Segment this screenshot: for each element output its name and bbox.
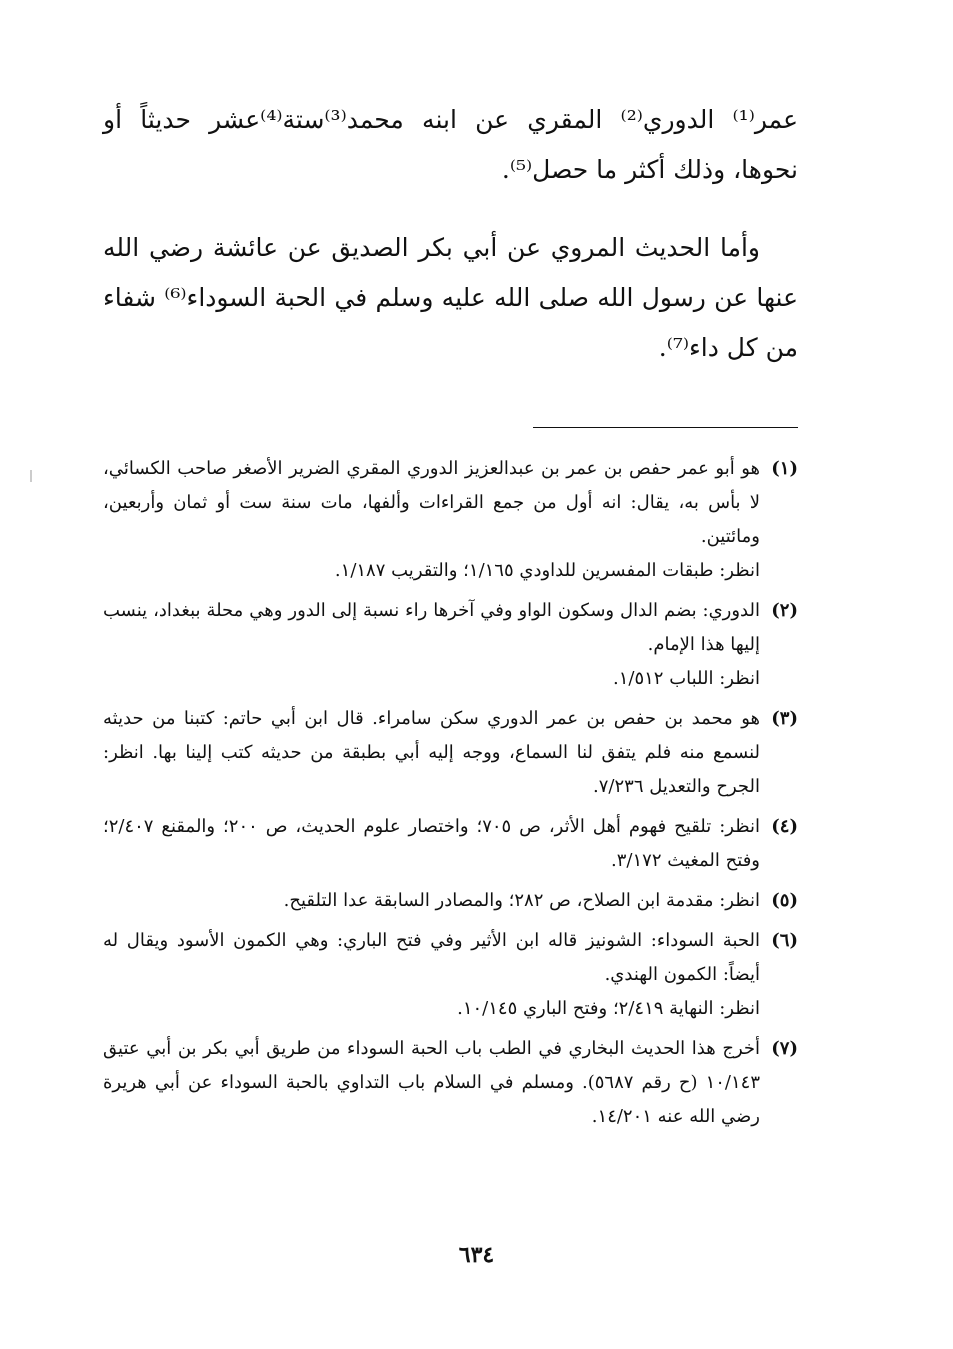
footnote-text: أخرج هذا الحديث البخاري في الطب باب الحبة السوداء من طريق أبي بكر بن أبي عتيق ١٠/١٤٣ (ح رقم ٥٦٨٧). ومسلم في السلام باب التداوي بالحبة السوداء عن أبي هريرة رضي الله عنه ١٤/٢٠١. <box>103 1038 760 1127</box>
footnote-1 <box>103 452 798 588</box>
footnote-number: (٦) <box>771 930 798 951</box>
footnote-text: الحبة السوداء: الشونيز قاله ابن الأثير وفي فتح الباري: وهي الكمون الأسود ويقال له أيضاً: الكمون الهندي. <box>103 930 760 985</box>
main-paragraph-1: عمر⁽¹⁾ الدوري⁽²⁾ المقري عن ابنه محمد⁽³⁾ستة⁽⁴⁾عشر حديثاً أو نحوها، وذلك أكثر ما حصل⁽⁵⁾. <box>103 105 798 184</box>
footnote-4 <box>103 810 798 878</box>
page-number: ٦٣٤ <box>458 1242 495 1268</box>
footnote-2 <box>103 594 798 696</box>
footnote-number: (٣) <box>771 708 798 729</box>
footnote-text: هو محمد بن حفص بن عمر الدوري سكن سامراء. قال ابن أبي حاتم: كتبنا من حديثه لنسمع منه فلم يتفق لنا السماع، ووجه إليه أبي بطبقة من حديثه كتب إلينا بها. انظر: الجرح والتعديل ٧/٢٣٦. <box>103 708 760 797</box>
footnote-7 <box>103 1032 798 1134</box>
footnote-text: الدوري: بضم الدال وسكون الواو وفي آخرها راء نسبة إلى الدور وهي محلة ببغداد، ينسب إليها هذا الإمام. <box>103 600 760 655</box>
footnote-number: (٧) <box>771 1038 798 1059</box>
footnote-5 <box>103 884 798 918</box>
footnote-text: هو أبو عمر حفص بن عمر بن عبدالعزيز الدوري المقري الضرير الأصغر صاحب الكسائي، لا بأس به، يقال: انه أول من جمع القراءات وألفها، مات سنة ست أو ثمان وأربعين، ومائتين. <box>103 458 760 547</box>
scan-speck <box>30 470 32 482</box>
footnote-text: انظر: تلقيح فهوم أهل الأثر، ص ٧٠٥؛ واختصار علوم الحديث، ص ٢٠٠؛ والمقنع ٢/٤٠٧؛ وفتح المغيث ٣/١٧٢. <box>103 816 760 871</box>
footnote-number: (٢) <box>771 600 798 621</box>
footnote-reference: انظر: طبقات المفسرين للداودي ١/١٦٥؛ والتقريب ١/١٨٧. <box>334 560 760 581</box>
footnote-divider <box>533 427 798 428</box>
footnote-reference: انظر: اللباب ١/٥١٢. <box>612 668 760 689</box>
footnote-3 <box>103 702 798 804</box>
footnote-number: (٤) <box>771 816 798 837</box>
footnote-text: انظر: مقدمة ابن الصلاح، ص ٢٨٢؛ والمصادر السابقة عدا التلقيح. <box>283 890 760 911</box>
main-text <box>103 95 798 373</box>
footnote-number: (٥) <box>771 890 798 911</box>
footnotes <box>103 452 798 1140</box>
footnote-number: (١) <box>771 458 798 479</box>
main-paragraph-2: وأما الحديث المروي عن أبي بكر الصديق عن عائشة رضي الله عنها عن رسول الله صلى الله عليه وسلم في الحبة السوداء⁽⁶⁾ شفاء من كل داء⁽⁷⁾. <box>103 233 798 362</box>
footnote-reference: انظر: النهاية ٢/٤١٩؛ وفتح الباري ١٠/١٤٥. <box>457 998 760 1019</box>
footnote-6 <box>103 924 798 1026</box>
